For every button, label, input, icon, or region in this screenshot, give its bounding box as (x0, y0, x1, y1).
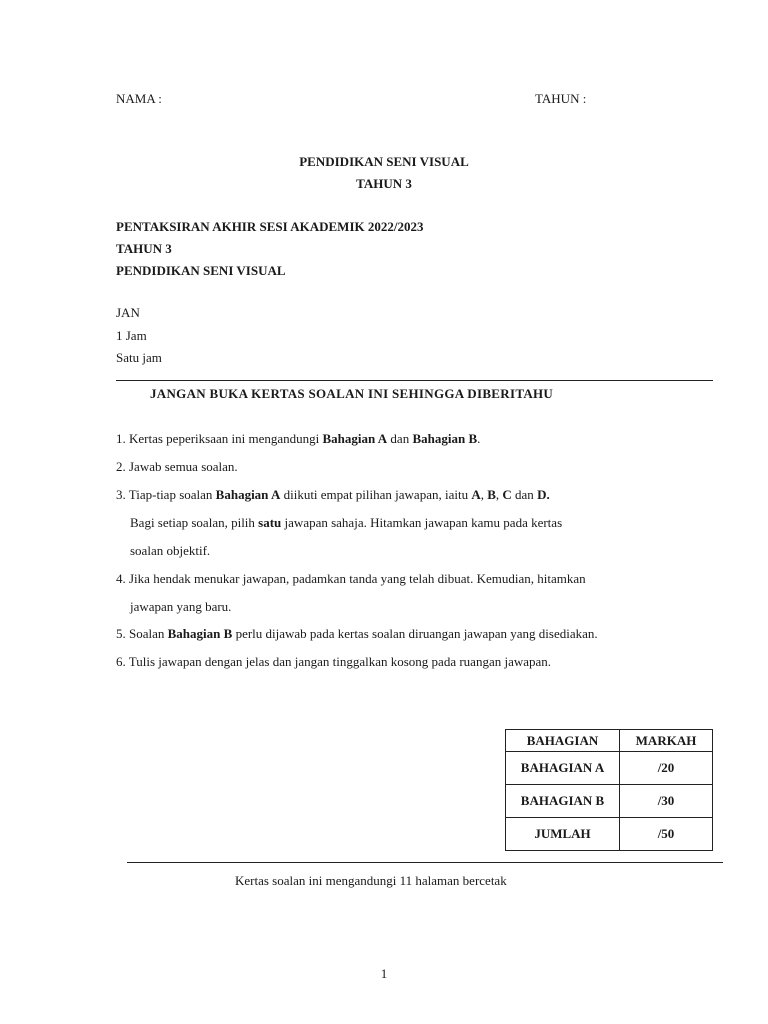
instruction-4-cont: jawapan yang baru. (130, 599, 232, 614)
instruction-3: 3. Tiap-tiap soalan Bahagian A diikuti empat pilihan jawapan, iaitu A, B, C dan D. (116, 487, 550, 502)
table-row (506, 785, 713, 818)
page-number: 1 (380, 966, 388, 981)
marks-cell: /30 (620, 785, 713, 818)
marks-table (505, 729, 713, 851)
header-markah: MARKAH (620, 730, 713, 752)
divider-bottom (127, 862, 723, 863)
duration-number: 1 Jam (116, 328, 147, 343)
exam-month: JAN (116, 305, 140, 320)
section-cell: BAHAGIAN B (506, 785, 620, 818)
pages-note: Kertas soalan ini mengandungi 11 halaman bercetak (235, 873, 507, 888)
marks-cell: /20 (620, 752, 713, 785)
section-cell: JUMLAH (506, 818, 620, 851)
assessment-year: TAHUN 3 (116, 241, 172, 256)
marks-table-header (506, 730, 713, 752)
instruction-3-cont: Bagi setiap soalan, pilih satu jawapan sahaja. Hitamkan jawapan kamu pada kertas (130, 515, 563, 530)
instruction-6: 6. Tulis jawapan dengan jelas dan jangan tinggalkan kosong pada ruangan jawapan. (116, 654, 552, 669)
instruction-2: 2. Jawab semua soalan. (116, 459, 238, 474)
warning-text: JANGAN BUKA KERTAS SOALAN INI SEHINGGA DIBERITAHU (150, 386, 554, 401)
header-bahagian: BAHAGIAN (506, 730, 620, 752)
duration-text: Satu jam (116, 350, 162, 365)
table-row (506, 818, 713, 851)
table-row (506, 752, 713, 785)
assessment-subject: PENDIDIKAN SENI VISUAL (116, 263, 286, 278)
title-year: TAHUN 3 (356, 176, 412, 191)
marks-cell: /50 (620, 818, 713, 851)
instruction-4: 4. Jika hendak menukar jawapan, padamkan tanda yang telah dibuat. Kemudian, hitamkan (116, 571, 586, 586)
assessment-title: PENTAKSIRAN AKHIR SESI AKADEMIK 2022/2023 (116, 219, 424, 234)
title-subject: PENDIDIKAN SENI VISUAL (299, 154, 469, 169)
instruction-1: 1. Kertas peperiksaan ini mengandungi Bahagian A dan Bahagian B. (116, 431, 481, 446)
instruction-3-cont2: soalan objektif. (130, 543, 211, 558)
tahun-label: TAHUN : (535, 91, 587, 106)
nama-label: NAMA : (116, 91, 162, 106)
divider-top (116, 380, 713, 381)
section-cell: BAHAGIAN A (506, 752, 620, 785)
instruction-5: 5. Soalan Bahagian B perlu dijawab pada kertas soalan diruangan jawapan yang disediakan. (116, 626, 598, 641)
